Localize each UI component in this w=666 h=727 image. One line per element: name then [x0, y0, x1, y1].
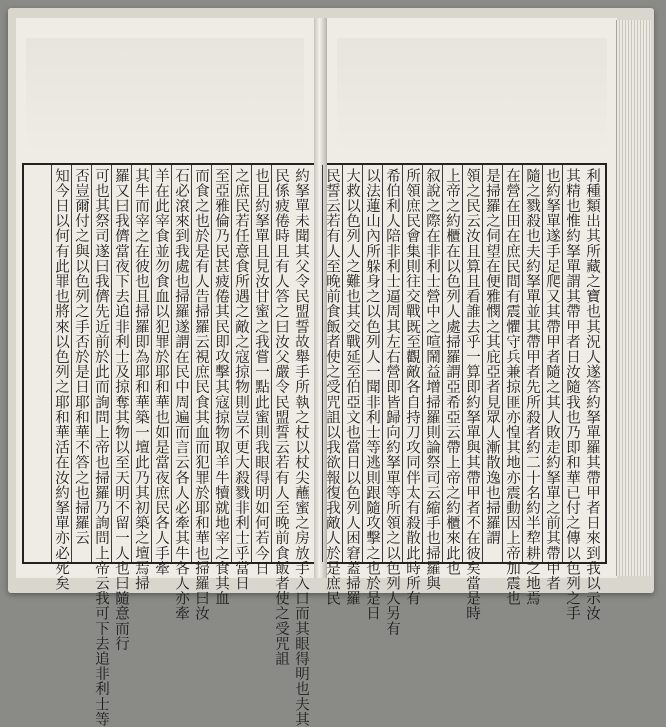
left-page	[16, 18, 315, 727]
text-column: 其精也惟約拏單謂其帶甲者日汝隨我也乃即和華已付之傳以色列之手	[562, 165, 581, 562]
text-column: 希伯利人陪非利士逼周其左右營即皆歸向約拏單等所領之以色列人另有	[382, 165, 401, 562]
text-column: 是掃羅之伺望在便雅憫之其庇亞者見眾人漸散逸也掃羅謂	[482, 165, 501, 562]
text-column: 也約拏單遂手足爬又其帶甲者隨之其人敗走約拏單之前其帶甲者	[542, 165, 561, 562]
text-column: 至亞雅倫乃民甚疲倦其民即攻擊其寇掠物取羊牛犢就地宰之食其血	[211, 165, 230, 562]
show-through-text	[26, 38, 304, 158]
text-column: 上帝之約櫃在以色列人處掃羅謂亞希亞云帶上帝之約櫃來此也	[442, 165, 461, 562]
text-column: 羅又曰我儕當夜下去追非利士及掠奪其物以至天明不留一人也曰隨意而行	[111, 165, 130, 562]
text-column: 也且約拏單且見汝甘蜜之我嘗一點此蜜則我眼得明如何若今日	[251, 165, 270, 562]
text-column: 民係疲倦時且有人答之曰汝父嚴令民盟誓云若有人至晚前食飯者使之受咒詛	[271, 165, 290, 562]
left-text-frame	[22, 163, 314, 727]
text-column: 可也其祭司遂曰我儕先近前於此而詢問上帝也掃羅乃詢問上帝云我可下去追非利士等	[91, 165, 110, 562]
text-column: 領之民云汝且算且看誰去乎一算即約拏單與其帶甲者不在彼矣當是時	[462, 165, 481, 562]
show-through-text	[337, 38, 607, 158]
text-column: 約拏單未聞其父令民盟誓故舉手所執之杖以杖尖蘸蜜之房放手入口而其眼得明也夫其	[293, 168, 309, 727]
right-page	[324, 18, 617, 637]
text-column: 利種類出其所藏之寶也其況人遂答約拏單羅其帶甲者日來到我以示汝	[584, 168, 600, 621]
text-column: 石必滾來到我處也掃羅遂謂在民中周遍而言云各人必牽其牛各人亦牽	[171, 165, 190, 562]
text-column: 知今日以何有此罪也將來以色列之耶和華活在汝約拏單亦必死矣	[51, 165, 70, 562]
text-column: 民誓云若有人至晚前食飯者使之受咒詛以我欲報復我敵人於是庶民	[322, 165, 341, 562]
text-column: 所領庶民會集則往交戰既至觀敵各自持刀攻同伴太有殺散此時所有	[402, 165, 421, 562]
page-edges	[616, 20, 651, 576]
text-column: 之庶民若任意食所遇之敵之寇掠物則豈不更大殺戮非利士乎當日	[231, 165, 250, 562]
text-column: 羊在此宰食並勿食血以犯罪於耶和華也如是當夜庶民各人手牽	[151, 165, 170, 562]
text-column: 隨之戮殺也夫約拏單並其帶甲者先所殺者約二十名約半犂耕之地焉	[522, 165, 541, 562]
text-column: 在營在田在庶民間有震懼守兵兼掠匪亦惶其地亦震動因上帝加震也	[502, 165, 521, 562]
open-book	[8, 8, 654, 727]
right-text-frame	[324, 163, 607, 637]
text-column: 其牛而宰之在彼也且掃羅即為耶和華築一壇此乃其初築之壇焉掃	[131, 165, 150, 562]
text-column: 以法蓮山內所躲身之以色列人一聞非利士等逃則跟隨攻擊之也於是日	[362, 165, 381, 562]
text-column: 叙說之際在非利士營中之喧鬧益增掃羅則論祭司云縮手也掃羅與	[422, 165, 441, 562]
text-column: 而食之也於是有人告掃羅云視庶民食其血而犯罪於耶和華也掃羅曰汝	[191, 165, 210, 562]
text-column: 大救以色列人之難也其交戰延至伯亞文也當日以色列人困窘蓋掃羅	[342, 165, 361, 562]
text-column: 否豈爾付之與以色列之手否於是日耶和華不答之也掃羅云	[71, 165, 90, 562]
